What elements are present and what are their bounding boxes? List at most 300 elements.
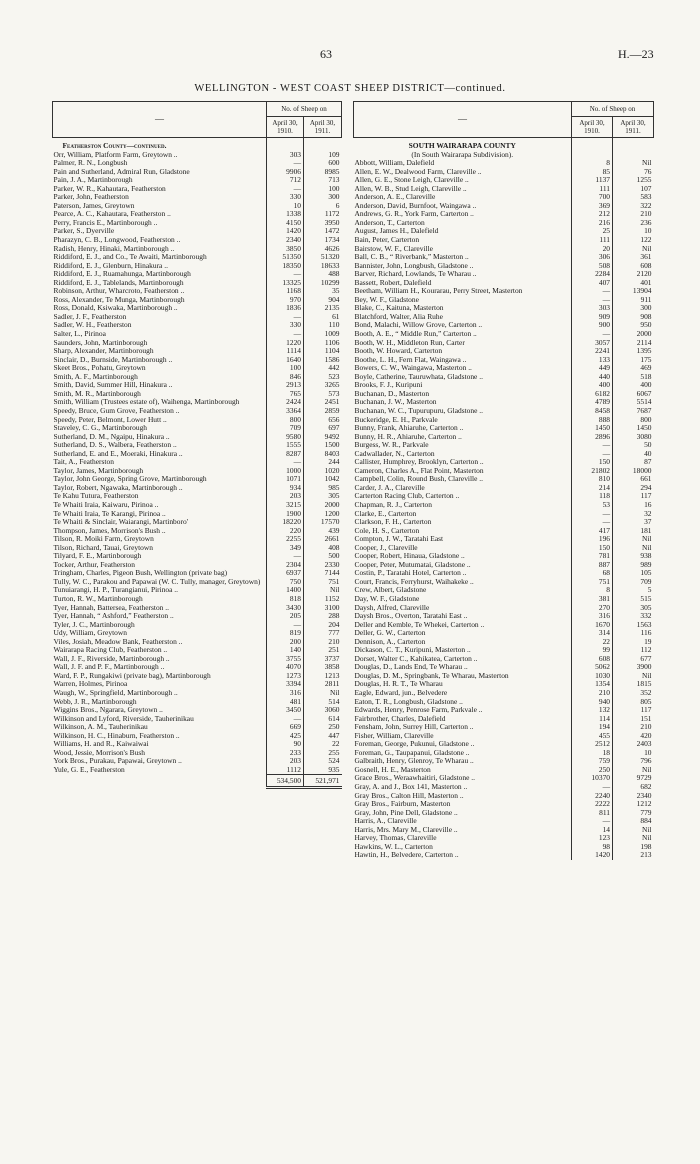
owner-name: Sutherland, D. M., Ngaipu, Hinakura .. [53, 432, 170, 441]
owner-name: Callister, Humphrey, Brooklyn, Carterton .. [354, 458, 484, 467]
sheep-1910: — [267, 715, 304, 724]
name-header: — [354, 102, 572, 138]
sheep-1911: 777 [304, 629, 342, 638]
owner-name: Ross, Alexander, Te Munga, Martinborough [53, 295, 185, 304]
sheep-1910: 220 [267, 527, 304, 536]
sheep-1911: 583 [613, 193, 654, 202]
owner-name: Buckeridge, E. H., Parkvale [354, 415, 438, 424]
sheep-1911: 2451 [304, 398, 342, 407]
sheep-1910: 781 [572, 552, 613, 561]
sheep-1910: 100 [267, 364, 304, 373]
sheep-1910: 133 [572, 356, 613, 365]
sheep-1911: 1106 [304, 339, 342, 348]
sheep-1911: 950 [613, 321, 654, 330]
sheep-1911: 3737 [304, 655, 342, 664]
sheep-1911: 105 [613, 569, 654, 578]
owner-name: Wilkinson, H. C., Hinaburn, Featherston .. [53, 731, 180, 740]
sheep-1911: 1563 [613, 621, 654, 630]
right-column [353, 101, 653, 860]
sheep-1911: 2661 [304, 535, 342, 544]
sheep-1911: 10299 [304, 279, 342, 288]
owner-name: Fisher, William, Clareville [354, 731, 434, 740]
owner-name: Ross, Donald, Ksiwaka, Martinborough .. [53, 304, 178, 313]
sheep-1910: 303 [267, 151, 304, 160]
owner-name: Pharazyn, C. B., Longwood, Featherston .. [53, 236, 181, 245]
sheep-1911: 294 [613, 484, 654, 493]
sheep-1910: 369 [572, 202, 613, 211]
sheep-1911: 514 [304, 698, 342, 707]
owner-name: Te Kahu Tutura, Featherston [53, 492, 139, 501]
owner-name: Perry, Francis E., Martinborough .. [53, 218, 158, 227]
year-1910-header: April 30, 1910. [267, 117, 304, 138]
owner-name: Taylor, Robert, Ngawaka, Martinborough .. [53, 483, 183, 492]
sheep-1910: 51350 [267, 253, 304, 262]
owner-name: Saunders, John, Martinborough [53, 338, 148, 347]
sheep-1910: — [572, 441, 613, 450]
owner-name: Boothe, L. H., Fern Flat, Waingawa .. [354, 355, 467, 364]
sheep-1910: 150 [572, 458, 613, 467]
owner-name: Compton, J. W., Taratahi East [354, 535, 444, 544]
left-column [52, 101, 341, 789]
sheep-1911: 2120 [613, 270, 654, 279]
sheep-1910: 608 [572, 655, 613, 664]
owner-name: Pain, J. A., Martinborough [53, 176, 133, 185]
sheep-1911: 600 [304, 159, 342, 168]
sheep-1911: 1009 [304, 330, 342, 339]
sheep-1910: 99 [572, 646, 613, 655]
owner-name: Staveley, C. G., Martinborough [53, 424, 148, 433]
sheep-1911: 911 [613, 296, 654, 305]
sheep-1911: 213 [613, 851, 654, 860]
sheep-1911: 116 [613, 629, 654, 638]
sheep-1911: 518 [613, 373, 654, 382]
owner-name: Sinclair, D., Burnside, Martinborough .. [53, 355, 173, 364]
sheep-1910: 10370 [572, 774, 613, 783]
owner-name: Eaton, T. R., Longbush, Gladstone .. [354, 697, 463, 706]
owner-name: Allen, W. B., Stud Leigh, Clareville .. [354, 184, 467, 193]
sheep-1910: 750 [267, 578, 304, 587]
owner-name: Harris, Mrs. Mary M., Clareville .. [354, 825, 458, 834]
sheep-1910: 316 [267, 689, 304, 698]
sheep-1911: 5514 [613, 398, 654, 407]
sheep-1911: 255 [304, 749, 342, 758]
sheep-1911: 469 [613, 364, 654, 373]
sheep-1910: 1112 [267, 766, 304, 775]
owner-name: Ward, F. P., Rungakiwi (private bag), Martinborough [53, 671, 211, 680]
sheep-1910: 2222 [572, 800, 613, 809]
sheep-1911: 805 [613, 698, 654, 707]
owner-name: Allen, G. E., Stone Leigh, Clareville .. [354, 176, 469, 185]
sheep-1911: 210 [613, 210, 654, 219]
sheep-1910: 90 [267, 740, 304, 749]
sheep-1910: — [267, 313, 304, 322]
sheep-1910: 811 [572, 809, 613, 818]
sheep-1910: 440 [572, 373, 613, 382]
sheep-1911: 198 [613, 843, 654, 852]
sheep-1910: 20 [572, 245, 613, 254]
sheep-1910: 14 [572, 826, 613, 835]
owner-name: Paterson, James, Greytown [53, 201, 135, 210]
sheep-1910: 53 [572, 501, 613, 510]
sheep-1911: 87 [613, 458, 654, 467]
owner-name: Te Whaiti Iraia, Kaiwaru, Pirinoa .. [53, 500, 159, 509]
sheep-1911: 250 [304, 723, 342, 732]
owner-name: Allen, E. W., Dealwood Farm, Clareville .. [354, 167, 482, 176]
sheep-1910: 455 [572, 732, 613, 741]
owner-name: Hawkins, W. L., Carterton [354, 842, 433, 851]
sheep-1910: 846 [267, 373, 304, 382]
sheep-group-header: No. of Sheep on [267, 102, 342, 117]
owner-name: Skeet Bros., Pohatu, Greytown [53, 364, 146, 373]
owner-name: Dorset, Walter C., Kahikatea, Carterton .. [354, 654, 478, 663]
sheep-1910: 132 [572, 706, 613, 715]
sheep-1910: 940 [572, 698, 613, 707]
sheep-1910: 1000 [267, 467, 304, 476]
total-1911: 521,971 [304, 775, 342, 788]
owner-name: Dickason, C. T., Kuripuni, Masterton .. [354, 646, 471, 655]
owner-name: Udy, William, Greytown [53, 629, 127, 638]
sheep-1910: 1420 [572, 851, 613, 860]
sheep-1910: 712 [267, 176, 304, 185]
sheep-1910: 3755 [267, 655, 304, 664]
owner-name: Turton, R. W., Martinborough [53, 594, 143, 603]
owner-name: Edwards, Henry, Penrose Farm, Parkvale .. [354, 706, 483, 715]
owner-name: Grace Bros., Weraawhaitiri, Gladstone .. [354, 774, 475, 783]
sheep-1911: 9729 [613, 774, 654, 783]
sheep-1910: 481 [267, 698, 304, 707]
sheep-1910: 1670 [572, 621, 613, 630]
owner-name: Gray Bros., Calton Hill, Masterton .. [354, 791, 464, 800]
sheep-1911: 2330 [304, 561, 342, 570]
owner-name: Cole, H. S., Carterton [354, 526, 420, 535]
sheep-1910: 1900 [267, 510, 304, 519]
sheep-1910: 13325 [267, 279, 304, 288]
sheep-1911: 935 [304, 766, 342, 775]
sheep-1910: 21802 [572, 467, 613, 476]
sheep-1911: 352 [613, 689, 654, 698]
sheep-1910: 8458 [572, 407, 613, 416]
sheep-1911: 682 [613, 783, 654, 792]
sheep-1910: — [267, 458, 304, 467]
sheep-1910: 1450 [572, 424, 613, 433]
sheep-1910: 8287 [267, 450, 304, 459]
sheep-1910: 400 [572, 381, 613, 390]
sheep-1910: 330 [267, 321, 304, 330]
sheep-1911: 251 [304, 646, 342, 655]
owner-name: Riddiford, E. J., Ruamahunga, Martinborough [53, 270, 191, 279]
owner-name: Te Whaiti & Sinclair, Waiarangi, Martinboro' [53, 518, 189, 527]
sheep-1910: 270 [572, 604, 613, 613]
sheep-1911: 1104 [304, 347, 342, 356]
owner-name: Hawtin, H., Belvedere, Carterton .. [354, 851, 459, 860]
sheep-1911: 305 [613, 604, 654, 613]
owner-name: Booth, A. E., “ Middle Run,” Carterton .. [354, 330, 477, 339]
sheep-1910: 1400 [267, 586, 304, 595]
sheep-1910: 2896 [572, 433, 613, 442]
sheep-1911: 904 [304, 296, 342, 305]
owner-name: Deller, G. W., Carterton [354, 629, 426, 638]
sheep-1911: Nil [613, 159, 654, 168]
owner-name: Orr, William, Platform Farm, Greytown .. [53, 150, 178, 159]
sheep-1910: 314 [572, 629, 613, 638]
sheep-1911: 76 [613, 168, 654, 177]
sheep-1911: 61 [304, 313, 342, 322]
owner-name: Deller and Kemble, Te Whekei, Carterton .. [354, 620, 485, 629]
sheep-1910: 8 [572, 159, 613, 168]
sheep-1910: 114 [572, 715, 613, 724]
owner-name: Cooper, Peter, Mutumatai, Gladstone .. [354, 560, 471, 569]
owner-name: Parker, W. R., Kahautara, Featherston [53, 184, 166, 193]
owner-name: Sharp, Alexander, Martinborough [53, 347, 154, 356]
sheep-1910: 316 [572, 612, 613, 621]
sheep-1911: 985 [304, 484, 342, 493]
table-row [354, 851, 654, 860]
sheep-1910: 1114 [267, 347, 304, 356]
sheep-1911: 908 [613, 313, 654, 322]
totals-row [53, 775, 342, 788]
sheep-1911: 110 [304, 321, 342, 330]
sheep-1910: 111 [572, 236, 613, 245]
sheep-1910: 85 [572, 168, 613, 177]
sheep-1911: 515 [613, 595, 654, 604]
year-1910-header: April 30, 1910. [572, 117, 613, 138]
owner-name: Tyer, Hannah, Battersea, Featherston .. [53, 603, 169, 612]
sheep-1911: 3900 [613, 663, 654, 672]
sheep-1911: 288 [304, 612, 342, 621]
owner-name: Blatchford, Walter, Alia Ruhe [354, 312, 443, 321]
sheep-1911: 709 [613, 578, 654, 587]
owner-name: Buchanan, W. C., Tupurupuru, Gladstone .. [354, 406, 484, 415]
year-1911-header: April 30, 1911. [304, 117, 342, 138]
sheep-1911: 614 [304, 715, 342, 724]
sheep-1911: 9492 [304, 433, 342, 442]
sheep-1910: — [267, 621, 304, 630]
owner-name: Salter, L., Pirinoa [53, 330, 106, 339]
sheep-1911: 37 [613, 518, 654, 527]
owner-name: Buchanan, D., Masterton [354, 389, 430, 398]
sheep-1911: 751 [304, 578, 342, 587]
owner-name: Riddiford, E. J., Glenburn, Hinakura .. [53, 261, 168, 270]
sheep-1910: 18220 [267, 518, 304, 527]
sheep-1911: 439 [304, 527, 342, 536]
sheep-1910: 214 [572, 484, 613, 493]
sheep-1911: 1734 [304, 236, 342, 245]
sheep-1910: 3430 [267, 604, 304, 613]
sheep-1911: 500 [304, 552, 342, 561]
owner-name: Tunuiarangi, H. P., Turangianui, Pirinoa .. [53, 586, 179, 595]
sheep-1911: 112 [613, 646, 654, 655]
sheep-1911: 210 [304, 638, 342, 647]
sheep-1910: — [572, 510, 613, 519]
sheep-1911: 884 [613, 817, 654, 826]
sheep-1911: 107 [613, 185, 654, 194]
owner-name: Douglas, D., Lands End, Te Wharau .. [354, 663, 468, 672]
owner-name: Gosnell, H. E., Masterton [354, 765, 431, 774]
sheep-1911: 7144 [304, 569, 342, 578]
sheep-1911: 3080 [613, 433, 654, 442]
owner-name: Smith, A. F., Martinborough [53, 372, 138, 381]
sheep-1911: 40 [613, 450, 654, 459]
owner-name: Carder, J. A., Clareville [354, 483, 425, 492]
left-table [52, 101, 342, 789]
sheep-1910: 3057 [572, 339, 613, 348]
owner-name: Tait, A., Featherston [53, 458, 114, 467]
sheep-1911: 16 [613, 501, 654, 510]
owner-name: Thompson, James, Morrison's Bush .. [53, 526, 166, 535]
sheep-1911: 2811 [304, 680, 342, 689]
owner-name: Crew, Albert, Gladstone [354, 586, 427, 595]
sheep-1911: 2859 [304, 407, 342, 416]
owner-name: Wairarapa Racing Club, Featherston .. [53, 646, 168, 655]
owner-name: Tyer, Hannah, “ Ashford,” Featherston .. [53, 612, 174, 621]
sheep-1910: 118 [572, 492, 613, 501]
sheep-1911: 401 [613, 279, 654, 288]
sheep-1910: 759 [572, 757, 613, 766]
sheep-1910: 203 [267, 757, 304, 766]
sheep-1911: 796 [613, 757, 654, 766]
sheep-1911: 442 [304, 364, 342, 373]
sheep-1911: 1586 [304, 356, 342, 365]
sheep-1910: 425 [267, 732, 304, 741]
sheep-1911: 17570 [304, 518, 342, 527]
sheep-1911: 18633 [304, 262, 342, 271]
sheep-1911: 236 [613, 219, 654, 228]
owner-name: Beetham, William H., Kourarau, Perry Street, Masterton [354, 287, 523, 296]
sheep-1910: — [267, 330, 304, 339]
sheep-1911: 1255 [613, 176, 654, 185]
owner-name: Palmer, R. N., Longbush [53, 159, 128, 168]
owner-name: Parker, S., Dyerville [53, 227, 115, 236]
owner-name: Wilkinson, A. M., Tauherinikau [53, 723, 148, 732]
sheep-1910: 818 [267, 595, 304, 604]
owner-name: Boyle, Catherine, Tauruwhata, Gladstone .. [354, 372, 483, 381]
sheep-1910: 751 [572, 578, 613, 587]
sheep-1911: 1172 [304, 210, 342, 219]
owner-name: Court, Francis, Ferryhurst, Waihakeke .. [354, 577, 474, 586]
sheep-1910: 6182 [572, 390, 613, 399]
sheep-1911: 447 [304, 732, 342, 741]
owner-name: Cameron, Charles A., Flat Point, Masterton [354, 466, 484, 475]
sheep-1911: 300 [304, 193, 342, 202]
sheep-1910: 888 [572, 416, 613, 425]
sheep-1910: — [572, 817, 613, 826]
owner-name: Riddiford, E. J., and Co., Te Awaiti, Martinborough [53, 253, 207, 262]
year-1911-header: April 30, 1911. [613, 117, 654, 138]
owner-name: Riddiford, E. J., Tablelands, Martinborough [53, 278, 184, 287]
sheep-1911: 1450 [613, 424, 654, 433]
sheep-1910: 5062 [572, 663, 613, 672]
sheep-1911: Nil [304, 689, 342, 698]
sheep-1911: 210 [613, 723, 654, 732]
sheep-1910: 1420 [267, 227, 304, 236]
sheep-1910: 4150 [267, 219, 304, 228]
owner-name: Smith, William (Trustees estate of), Waihenga, Martinborough [53, 398, 240, 407]
sheep-1910: 196 [572, 535, 613, 544]
sheep-1911: 3950 [304, 219, 342, 228]
sheep-1911: 332 [613, 612, 654, 621]
sheep-1910: 381 [572, 595, 613, 604]
owner-name: Taylor, John George, Spring Grove, Martinborough [53, 475, 207, 484]
owner-name: Cadwallader, N., Carterton [354, 449, 435, 458]
sheep-1910: 9906 [267, 168, 304, 177]
owner-name: Carterton Racing Club, Carterton .. [354, 492, 460, 501]
sheep-1910: 1071 [267, 475, 304, 484]
sheep-1911: 100 [304, 185, 342, 194]
sheep-1911: 1815 [613, 680, 654, 689]
sheep-1911: 523 [304, 373, 342, 382]
sheep-1910: — [267, 185, 304, 194]
owner-name: Sadler, J. F., Featherston [53, 312, 127, 321]
owner-name: Foreman, George, Pukunui, Gladstone .. [354, 740, 475, 749]
sheep-1911: 3265 [304, 381, 342, 390]
owner-name: Pearce, A. C., Kahautara, Featherston .. [53, 210, 171, 219]
sheep-1911: 1042 [304, 475, 342, 484]
sheep-1911: 4626 [304, 245, 342, 254]
sheep-1911: 400 [613, 381, 654, 390]
owner-name: Booth, W. H., Middleton Run, Carter [354, 338, 465, 347]
sheep-1911: 1500 [304, 441, 342, 450]
owner-name: Dennison, A., Carterton [354, 637, 426, 646]
sheep-1911: 3858 [304, 663, 342, 672]
sheep-1910: 1338 [267, 210, 304, 219]
sheep-1910: 1273 [267, 672, 304, 681]
sheep-1911: 175 [613, 356, 654, 365]
owner-name: Galbraith, Henry, Glenroy, Te Wharau .. [354, 757, 474, 766]
owner-name: Williams, H. and R., Kaiwaiwai [53, 740, 149, 749]
owner-name: Anderson, David, Burnfoot, Waingawa .. [354, 201, 477, 210]
sheep-1910: 3364 [267, 407, 304, 416]
owner-name: Warren, Holmes, Pirinoa [53, 680, 128, 689]
owner-name: Bannister, John, Longbush, Gladstone .. [354, 261, 474, 270]
owner-name: Wood, Jessie, Morrison's Bush [53, 748, 145, 757]
sheep-1910: 508 [572, 262, 613, 271]
sheep-1910: 330 [267, 193, 304, 202]
sheep-1911: 122 [613, 236, 654, 245]
sheep-1910: 819 [267, 629, 304, 638]
owner-name: Smith, David, Summer Hill, Hinakura .. [53, 381, 173, 390]
owner-name: Tyler, J. C., Martinborough [53, 620, 135, 629]
sheep-1910: 2340 [267, 236, 304, 245]
owner-name: Robinson, Arthur, Wharcroto, Featherston .. [53, 287, 185, 296]
sheep-1910: 1168 [267, 287, 304, 296]
sheep-1911: 151 [613, 715, 654, 724]
sheep-1911: Nil [613, 245, 654, 254]
owner-name: Eagle, Edward, jun., Belvedere [354, 689, 448, 697]
owner-name: Bassett, Robert, Dalefield [354, 278, 432, 287]
sheep-1911: 2000 [613, 330, 654, 339]
owner-name: York Bros., Purakau, Papawai, Greytown .. [53, 757, 182, 766]
sheep-1910: — [572, 330, 613, 339]
sheep-1911: 204 [304, 621, 342, 630]
sheep-1910: 669 [267, 723, 304, 732]
owner-name: Speedy, Peter, Belmont, Lower Hutt .. [53, 415, 167, 424]
sheep-1911: 109 [304, 151, 342, 160]
sheep-1911: 13904 [613, 287, 654, 296]
owner-name: Fairbrother, Charles, Dalefield [354, 714, 446, 723]
sheep-1910: 1220 [267, 339, 304, 348]
owner-name: Waugh, W., Springfield, Martinborough .. [53, 689, 178, 697]
owner-name: Brooks, F. J., Kuripuni [354, 381, 423, 390]
owner-name: Daysh Bros., Overton, Taratahi East .. [354, 612, 468, 621]
owner-name: Parker, John, Featherston [53, 193, 129, 202]
sheep-1910: 111 [572, 185, 613, 194]
owner-name: Tilson, Richard, Tauai, Greytown [53, 543, 153, 552]
owner-name: Bunny, Frank, Ahiaruhe, Carterton .. [354, 424, 464, 433]
sheep-1911: 35 [304, 287, 342, 296]
sheep-1910: 150 [572, 544, 613, 553]
owner-name: Viles, Josiah, Meadow Bank, Featherston .. [53, 637, 183, 646]
sheep-1911: 361 [613, 253, 654, 262]
